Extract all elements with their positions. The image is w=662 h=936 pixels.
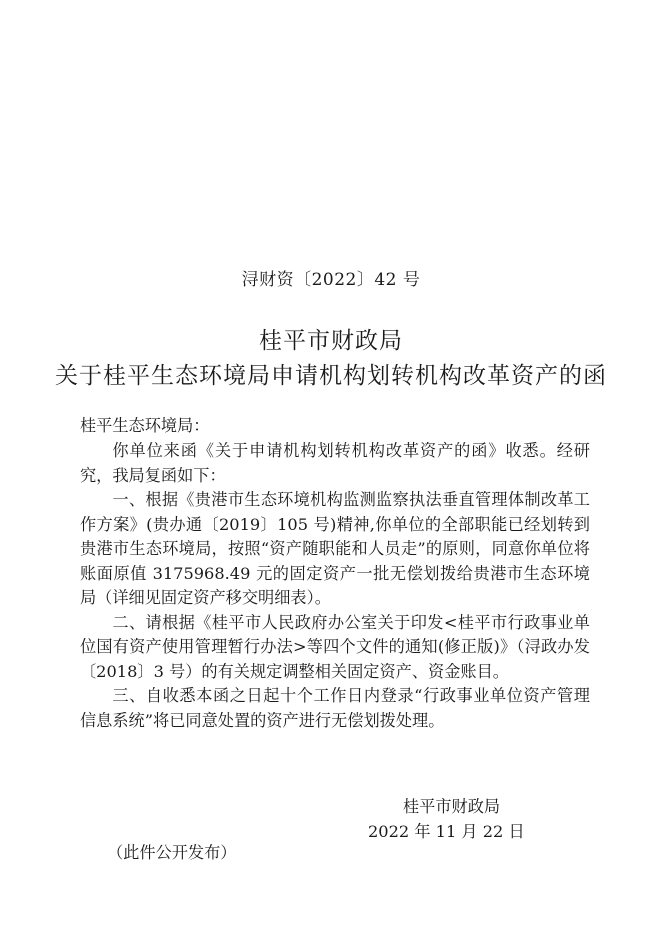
public-release-note: （此件公开发布） bbox=[107, 843, 237, 862]
salutation: 桂平生态环境局： bbox=[80, 416, 210, 435]
paragraph-item-3: 三、自收悉本函之日起十个工作日内登录“行政事业单位资产管理信息系统”将已同意处置的资产进行无偿划拨处理。 bbox=[80, 686, 590, 730]
signature-org: 桂平市财政局 bbox=[403, 797, 501, 816]
letter-subject-title: 关于桂平生态环境局申请机构划转机构改革资产的函 bbox=[55, 363, 607, 389]
paragraph-intro: 你单位来函《关于申请机构划转机构改革资产的函》收悉。经研究，我局复函如下： bbox=[80, 441, 590, 485]
paragraph-item-2: 二、请根据《桂平市人民政府办公室关于印发<桂平市行政事业单位国有资产使用管理暂行办法>等四个文件的通知(修正版)》（浔政办发〔2018〕3 号）的有关规定调整相关固定资产、资金账目。 bbox=[80, 612, 590, 681]
letter-body bbox=[80, 439, 590, 733]
signature-date: 2022 年 11 月 22 日 bbox=[368, 822, 525, 841]
document-number: 浔财资〔2022〕42 号 bbox=[241, 270, 421, 290]
paragraph-item-1: 一、根据《贵港市生态环境机构监测监察执法垂直管理体制改革工作方案》(贵办通〔2019〕105 号)精神,你单位的全部职能已经划转到贵港市生态环境局，按照“资产随职能和人员走”的原则，同意你单位将账面原值 3175968.49 元的固定资产一批无偿划拨给贵港市生态环境局（详细见固定资产移交明细表）。 bbox=[80, 490, 590, 607]
issuer-title: 桂平市财政局 bbox=[259, 328, 403, 354]
